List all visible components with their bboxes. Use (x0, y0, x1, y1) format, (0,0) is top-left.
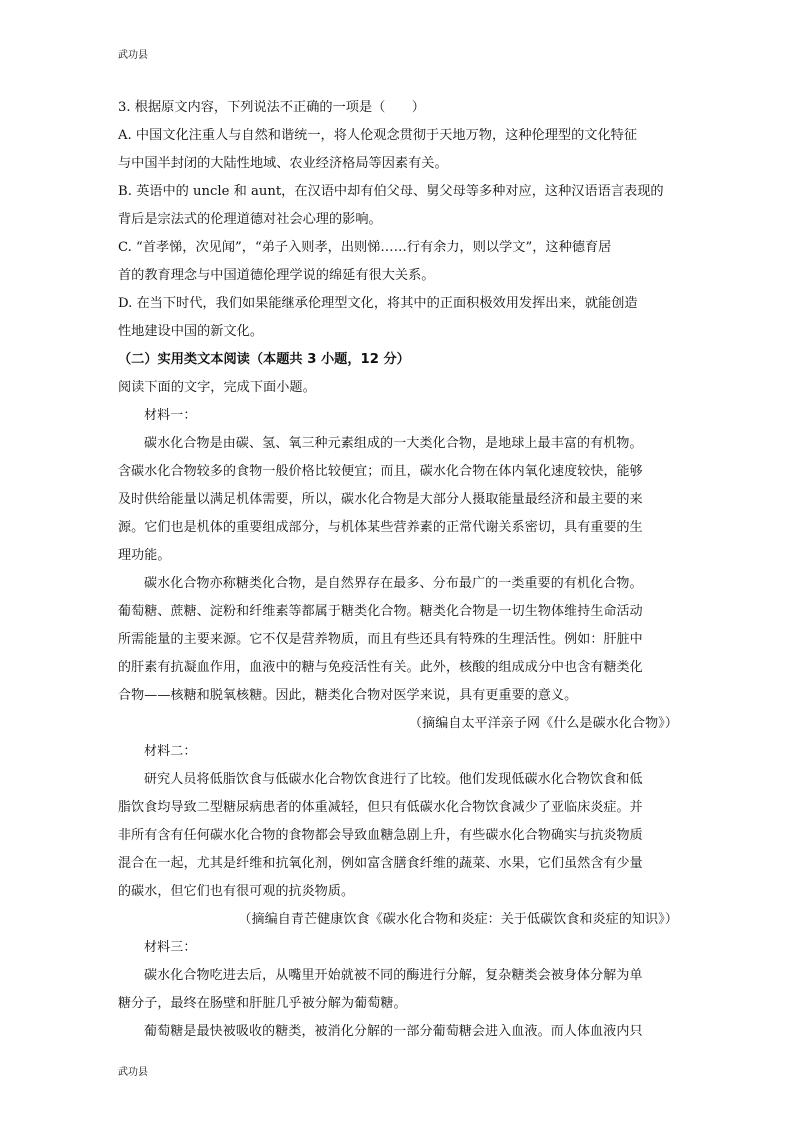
paragraph-line: 混合在一起，尤其是纤维和抗氧化剂，例如富含膳食纤维的蔬菜、水果，它们虽然含有少量 (118, 856, 643, 871)
source-citation: （摘编自太平洋亲子网《什么是碳水化合物》） (408, 716, 678, 731)
material-label: 材料二： (144, 744, 197, 759)
material-three (118, 934, 678, 1046)
option-c (118, 234, 678, 290)
paragraph-line: 含碳水化合物较多的食物一般价格比较便宜；而且，碳水化合物在体内氧化速度较快，能够 (118, 464, 643, 479)
option-d (118, 290, 678, 346)
section-title: （二）实用类文本阅读（本题共 3 小题，12 分） (118, 352, 410, 367)
paragraph-line: 理功能。 (118, 548, 171, 563)
source-citation: （摘编自青芒健康饮食《碳水化合物和炎症：关于低碳饮食和炎症的知识》） (238, 912, 678, 927)
option-b (118, 178, 678, 234)
paragraph-line: 的碳水，但它们也有很可观的抗炎物质。 (118, 884, 355, 899)
paragraph-line: 碳水化合物亦称糖类化合物，是自然界存在最多、分布最广的一类重要的有机化合物。 (144, 576, 643, 591)
paragraph-line: 非所有含有任何碳水化合物的食物都会导致血糖急剧上升，有些碳水化合物确实与抗炎物质 (118, 828, 643, 843)
material-one (118, 402, 678, 738)
paragraph-line: 脂饮食均导致二型糖尿病患者的体重减轻，但只有低碳水化合物饮食减少了亚临床炎症。并 (118, 800, 643, 815)
paragraph-line: 源。它们也是机体的重要组成部分，与机体某些营养素的正常代谢关系密切，具有重要的生 (118, 520, 643, 535)
option-a (118, 122, 678, 178)
paragraph-line: 碳水化合物吃进去后，从嘴里开始就被不同的酶进行分解，复杂糖类会被身体分解为单 (144, 968, 643, 983)
paragraph-line: 及时供给能量以满足机体需要，所以，碳水化合物是大部分人摄取能量最经济和最主要的来 (118, 492, 643, 507)
paragraph-line: 葡萄糖是最快被吸收的糖类，被消化分解的一部分葡萄糖会进入血液。而人体血液内只 (144, 1024, 643, 1039)
page-footer: 武功县 (118, 1067, 148, 1078)
paragraph-line: 研究人员将低脂饮食与低碳水化合物饮食进行了比较。他们发现低碳水化合物饮食和低 (144, 772, 643, 787)
material-label: 材料一： (144, 408, 197, 423)
material-label: 材料三： (144, 940, 197, 955)
paragraph-line: 所需能量的主要来源。它不仅是营养物质，而且有些还具有特殊的生理活性。例如：肝脏中 (118, 632, 643, 647)
option-a-line: 与中国半封闭的大陆性地域、农业经济格局等因素有关。 (118, 156, 448, 171)
paragraph-line: 合物——核糖和脱氧核糖。因此，糖类化合物对医学来说，具有更重要的意义。 (118, 688, 578, 703)
option-b-line: 背后是宗法式的伦理道德对社会心理的影响。 (118, 212, 382, 227)
question-stem: 3. 根据原文内容，下列说法不正确的一项是（ ） (118, 100, 425, 115)
paragraph-line: 葡萄糖、蔗糖、淀粉和纤维素等都属于糖类化合物。糖类化合物是一切生物体维持生命活动 (118, 604, 643, 619)
paragraph-line: 糖分子，最终在肠壁和肝脏几乎被分解为葡萄糖。 (118, 996, 407, 1011)
option-c-line: C. “首孝悌，次见闻”，“弟子入则孝，出则悌……行有余力，则以学文”，这种德育居 (118, 240, 612, 255)
option-b-line: B. 英语中的 uncle 和 aunt，在汉语中却有伯父母、舅父母等多种对应，这种汉语语言表现的 (118, 184, 664, 199)
paragraph-line: 碳水化合物是由碳、氢、氧三种元素组成的一大类化合物，是地球上最丰富的有机物。 (144, 436, 643, 451)
page-header: 武功县 (118, 50, 148, 61)
paragraph-line: 的肝素有抗凝血作用，血液中的糖与免疫活性有关。此外，核酸的组成成分中也含有糖类化 (118, 660, 643, 675)
option-a-line: A. 中国文化注重人与自然和谐统一，将人伦观念贯彻于天地万物，这种伦理型的文化特征 (118, 128, 638, 143)
material-two (118, 738, 678, 934)
section-instruction: 阅读下面的文字，完成下面小题。 (118, 380, 316, 395)
document-body (118, 94, 678, 1046)
option-c-line: 首的教育理念与中国道德伦理学说的绵延有很大关系。 (118, 268, 435, 283)
option-d-line: D. 在当下时代，我们如果能继承伦理型文化，将其中的正面积极效用发挥出来，就能创造 (118, 296, 638, 311)
option-d-line: 性地建设中国的新文化。 (118, 324, 264, 339)
